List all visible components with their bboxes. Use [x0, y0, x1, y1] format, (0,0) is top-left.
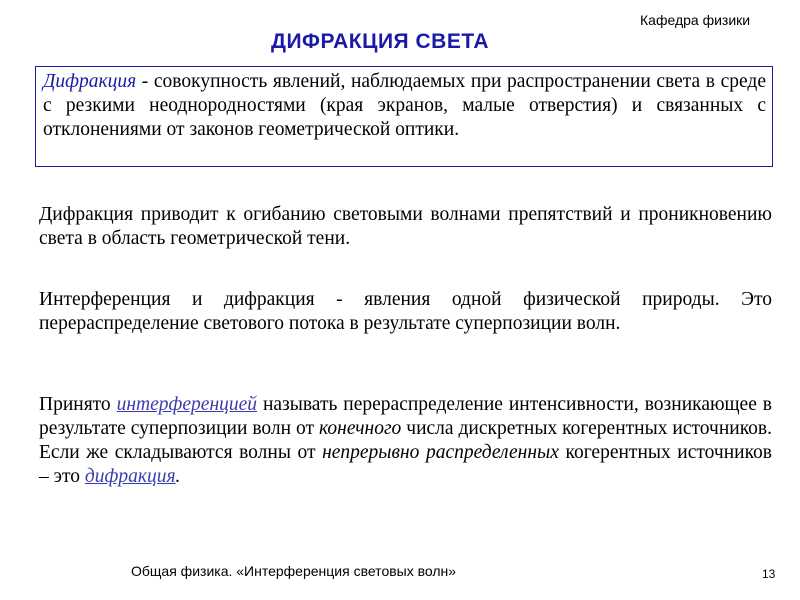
paragraph-interference-vs-diffraction — [39, 393, 772, 489]
paragraph-diffraction-effect: Дифракция приводит к огибанию световыми волнами препятствий и проникновению света в область геометрической тени. — [39, 204, 772, 249]
paragraph-same-nature: Интерференция и дифракция - явления одной физической природы. Это перераспределение светового потока в результате суперпозиции волн. — [39, 289, 772, 334]
p3-period: . — [175, 466, 181, 487]
department-label: Кафедра физики — [640, 12, 751, 28]
footer-course-title: Общая физика. «Интерференция световых волн» — [131, 563, 457, 579]
p3-text-4: когерентных источников – это — [39, 442, 773, 487]
definition-body: - совокупность явлений, наблюдаемых при распространении света в среде с резкими неоднородностями (края экранов, малые отверстия) и связанных с отклонениями от законов геометрической оптики. — [43, 71, 766, 140]
p3-italic-continuous: непрерывно распределенных — [322, 442, 559, 463]
definition-text — [43, 70, 766, 142]
p3-text-3: числа дискретных когерентных источников. Если же складываются волны от — [39, 418, 773, 463]
p3-text-2: называть перераспределение интенсивности, возникающее в результате суперпозиции волн от — [39, 394, 773, 439]
definition-term: Дифракция — [43, 71, 137, 92]
interference-link[interactable]: интерференцией — [116, 394, 258, 415]
definition-box — [35, 66, 773, 167]
page-number: 13 — [762, 567, 776, 581]
p3-italic-finite: конечного — [319, 418, 402, 439]
slide-title: ДИФРАКЦИЯ СВЕТА — [271, 30, 489, 53]
diffraction-link[interactable]: дифракция — [84, 466, 176, 487]
p3-text-1: Принято — [39, 394, 117, 415]
